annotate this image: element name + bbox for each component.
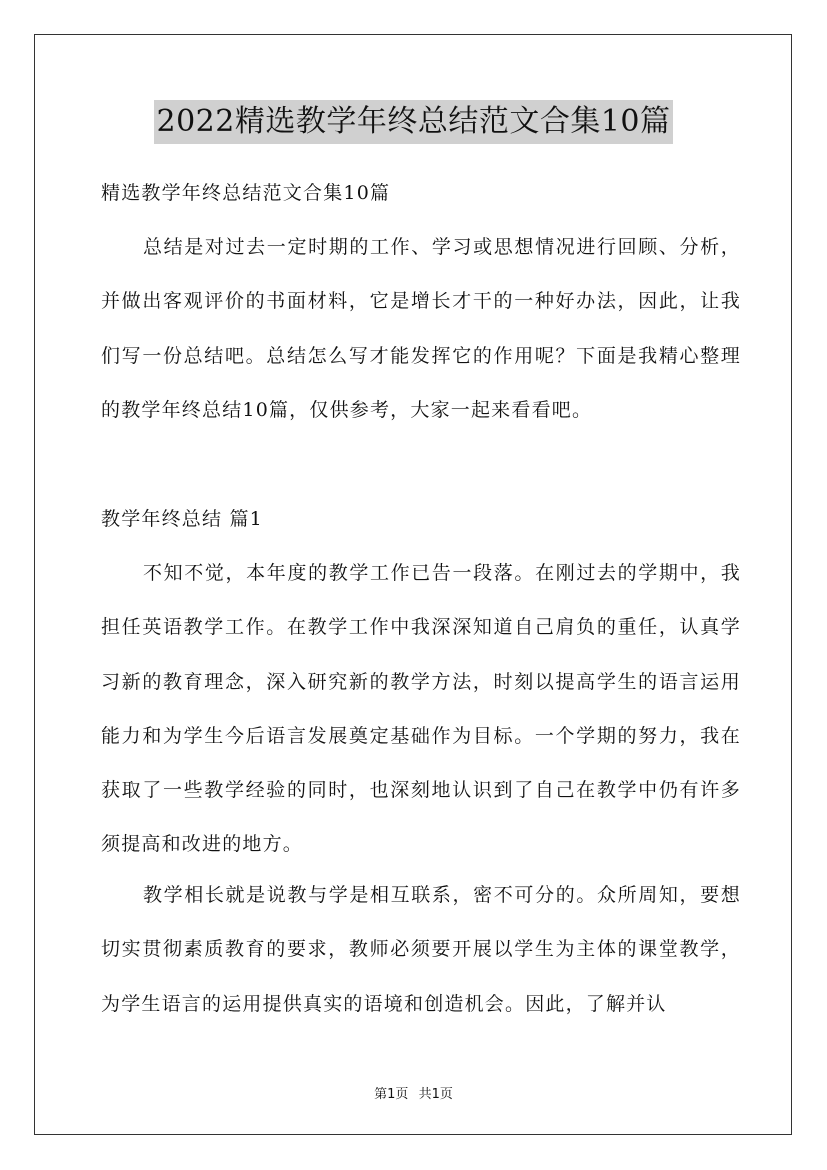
intro-paragraph: 总结是对过去一定时期的工作、学习或思想情况进行回顾、分析，并做出客观评价的书面材料，它是增长才干的一种好办法，因此，让我们写一份总结吧。总结怎么写才能发挥它的作用呢？下面是我精心整理的教学年终总结10篇，仅供参考，大家一起来看看吧。 <box>101 236 741 421</box>
title-container <box>0 100 827 144</box>
page-footer <box>0 1083 827 1102</box>
document-subtitle: 精选教学年终总结范文合集10篇 <box>101 182 391 204</box>
page-number: 第1页 <box>374 1087 409 1102</box>
document-title: 2022精选教学年终总结范文合集10篇 <box>154 100 672 144</box>
section-heading: 教学年终总结 篇1 <box>101 508 263 530</box>
body-paragraph: 教学相长就是说教与学是相互联系，密不可分的。众所周知，要想切实贯彻素质教育的要求，教师必须要开展以学生为主体的课堂教学，为学生语言的运用提供真实的语境和创造机会。因此，了解并认 <box>101 884 741 1015</box>
page-total: 共1页 <box>418 1087 453 1102</box>
body-paragraph: 不知不觉，本年度的教学工作已告一段落。在刚过去的学期中，我担任英语教学工作。在教学工作中我深深知道自己肩负的重任，认真学习新的教育理念，深入研究新的教学方法，时刻以提高学生的语言运用能力和为学生今后语言发展奠定基础作为目标。一个学期的努力，我在获取了一些教学经验的同时，也深刻地认识到了自己在教学中仍有许多须提高和改进的地方。 <box>101 562 741 856</box>
